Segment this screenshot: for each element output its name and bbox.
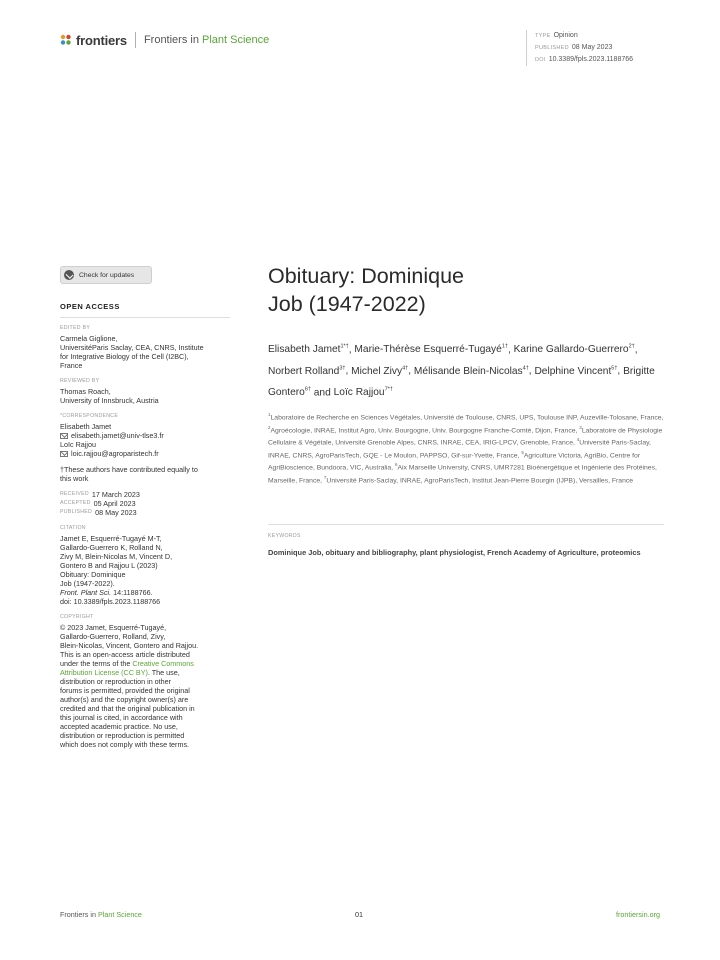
edited-by — [60, 324, 230, 370]
citation-line: Obituary: Dominique — [60, 570, 126, 579]
citation-journal: Front. Plant Sci. — [60, 588, 112, 597]
email-line[interactable] — [60, 449, 230, 458]
email-line[interactable] — [60, 431, 230, 440]
reviewed-by-label: REVIEWED BY — [60, 378, 100, 384]
copyright-text: under the terms of the — [60, 659, 133, 668]
doi-label: DOI — [535, 57, 546, 63]
copyright-line: Gallardo-Guerrero, Rolland, Zivy, — [60, 632, 166, 641]
author-separator: , — [408, 365, 412, 377]
author-name: Michel Zivy — [351, 365, 403, 377]
license-link[interactable]: Attribution License (CC BY) — [60, 668, 148, 677]
author[interactable] — [514, 344, 635, 355]
check-updates-button[interactable] — [60, 266, 152, 284]
affiliation-marker: 5 — [521, 449, 524, 455]
footer-site-link[interactable]: frontiersin.org — [616, 910, 660, 919]
keywords: Dominique Job, obituary and bibliography, plant physiologist, French Academy of Agriculture, proteomics — [268, 547, 641, 557]
frontiers-logo-icon — [60, 34, 72, 46]
edited-by-label: EDITED BY — [60, 325, 91, 331]
citation-journal-line — [60, 588, 230, 597]
copyright-line: This is an open-access article distributed — [60, 650, 190, 659]
copyright-line: author(s) and the copyright owner(s) are — [60, 695, 189, 704]
affiliations — [268, 410, 664, 524]
author[interactable] — [534, 366, 617, 377]
edited-by-line: Carmela Giglione, — [60, 334, 118, 343]
copyright-line: Blein-Nicolas, Vincent, Gontero and Rajjou. — [60, 641, 199, 650]
author-separator: , — [617, 365, 621, 377]
author-affiliation-marker: 5† — [611, 365, 618, 372]
copyright-line: distribution or reproduction is permitted — [60, 731, 185, 740]
correspondence-label: *CORRESPONDENCE — [60, 413, 119, 419]
author-list — [268, 338, 664, 402]
article-sidebar — [60, 266, 230, 756]
author-affiliation-marker: 4† — [522, 365, 529, 372]
author-affiliation-marker: 3† — [339, 365, 346, 372]
citation-doi[interactable]: doi: 10.3389/fpls.2023.1188766 — [60, 597, 161, 606]
check-updates-label: Check for updates — [79, 271, 135, 279]
received-label: RECEIVED — [60, 491, 89, 497]
author-separator: , — [348, 344, 355, 356]
published-date — [535, 42, 633, 54]
copyright-line: © 2023 Jamet, Esquerré-Tugayé, — [60, 623, 167, 632]
article-type — [535, 30, 633, 42]
accepted-label: ACCEPTED — [60, 500, 91, 506]
reviewed-by-line: University of Innsbruck, Austria — [60, 396, 159, 405]
citation-line: Job (1947-2022). — [60, 579, 115, 588]
affiliation-marker: 1 — [268, 412, 271, 418]
author-affiliation-marker: 6† — [304, 386, 311, 393]
equal-contribution-note — [60, 465, 230, 483]
author[interactable] — [354, 344, 508, 355]
logo-divider — [135, 32, 136, 48]
published-row — [60, 508, 230, 517]
copyright — [60, 613, 230, 749]
author-name: Karine Gallardo-Guerrero — [513, 344, 629, 356]
copyright-line: forums is permitted, provided the original — [60, 686, 190, 695]
footer-journal-prefix: Frontiers in — [60, 910, 98, 919]
published-label: PUBLISHED — [535, 45, 569, 51]
affiliation-marker: 6 — [394, 462, 398, 468]
check-updates-icon — [64, 270, 74, 280]
article-title — [268, 262, 664, 318]
corresponding-author: Loïc Rajjou — [60, 440, 96, 449]
author-affiliation-marker: 1*† — [340, 344, 349, 350]
author[interactable] — [414, 366, 529, 377]
copyright-line: this journal is cited, in accordance with — [60, 713, 183, 722]
author-name: Mélisande Blein-Nicolas — [413, 365, 523, 377]
copyright-line: accepted academic practice. No use, — [60, 722, 178, 731]
published-value: 08 May 2023 — [571, 44, 613, 51]
sidebar-published-label: PUBLISHED — [60, 509, 93, 515]
sidebar-published-value: 08 May 2023 — [95, 508, 137, 517]
affiliation-text: Laboratoire de Physiologie Cellulaire & Végétale, Université Grenoble Alpes, CNRS, INRAE, CEA, IRIG-LPCV, Grenoble, France, — [268, 427, 663, 447]
mail-icon — [60, 433, 68, 439]
citation-line: Jamet E, Esquerré-Tugayé M-T, — [60, 534, 162, 543]
note-line: this work — [60, 474, 89, 483]
doi — [535, 54, 633, 66]
affiliation-marker: 3 — [579, 424, 582, 430]
logo-text: frontiers — [76, 32, 127, 48]
copyright-line — [60, 659, 230, 668]
citation-label: CITATION — [60, 525, 86, 531]
affiliation-text: Université Paris-Saclay, INRAE, CNRS, AgroParisTech, GQE - Le Moulon, PAPPSO, Gif-sur-Yvette, France, — [268, 439, 651, 460]
article-main — [268, 262, 664, 558]
citation-line: Gontero B and Rajjou L (2023) — [60, 561, 158, 570]
author[interactable] — [334, 387, 393, 398]
edited-by-line: France — [60, 361, 83, 370]
author-separator: and — [310, 387, 334, 399]
edited-by-line: UniversitéParis Saclay, CEA, CNRS, Institute — [60, 343, 204, 352]
license-link[interactable]: Creative Commons — [132, 659, 194, 668]
copyright-label: COPYRIGHT — [60, 614, 94, 620]
open-access-label: OPEN ACCESS — [60, 302, 230, 318]
type-value: Opinion — [553, 32, 578, 39]
author-separator: , — [528, 365, 535, 377]
affiliation-text: Université Paris-Saclay, INRAE, AgroParisTech, Institut Jean-Pierre Bourgin (IJPB), Versailles, France — [326, 477, 634, 485]
citation — [60, 524, 230, 606]
journal-logo[interactable] — [60, 32, 269, 48]
author-separator: , — [507, 344, 511, 356]
author-name: Loïc Rajjou — [333, 387, 385, 399]
copyright-line — [60, 668, 230, 677]
author-separator: , — [345, 365, 352, 377]
affiliation-text: Agroécologie, INRAE, Institut Agro, Univ. Bourgogne, Univ. Bourgogne Franche-Comté, Dijon, France, — [270, 427, 580, 434]
author-name: Elisabeth Jamet — [268, 344, 341, 356]
author[interactable] — [351, 366, 408, 377]
note-line: †These authors have contributed equally to — [60, 465, 198, 474]
edited-by-line: for Integrative Biology of the Cell (I2BC), — [60, 352, 189, 361]
author-name: Norbert Rolland — [268, 365, 340, 377]
journal-field: Plant Science — [202, 34, 270, 46]
citation-volume: 14:1188766. — [111, 588, 153, 597]
received-row — [60, 490, 230, 499]
journal-prefix: Frontiers in — [143, 34, 203, 46]
copyright-line: credited and that the original publication in — [60, 704, 195, 713]
title-line: Job (1947-2022) — [268, 292, 426, 316]
corresponding-author: Elisabeth Jamet — [60, 422, 112, 431]
received-value: 17 March 2023 — [91, 490, 140, 499]
correspondence — [60, 412, 230, 458]
copyright-line: which does not comply with these terms. — [60, 740, 190, 749]
page-number: 01 — [355, 910, 363, 919]
accepted-row — [60, 499, 230, 508]
author-name: Brigitte Gontero — [268, 365, 655, 399]
affiliation-marker: 7 — [323, 474, 327, 480]
page-header — [60, 30, 660, 70]
keywords-label: KEYWORDS — [268, 532, 301, 539]
article-meta — [526, 30, 633, 66]
author-separator: , — [634, 344, 638, 356]
reviewed-by — [60, 377, 230, 405]
author-affiliation-marker: 7*† — [384, 386, 393, 393]
author-name: Delphine Vincent — [534, 365, 612, 377]
author-name: Marie-Thérèse Esquerré-Tugayé — [354, 344, 502, 356]
citation-line: Zivy M, Blein-Nicolas M, Vincent D, — [60, 552, 173, 561]
author-affiliation-marker: 1† — [501, 344, 508, 350]
affiliation-text: Agriculture Victoria, AgriBio, Centre for AgriBioscience, Bundoora, VIC, Australia, — [268, 452, 641, 472]
article-dates — [60, 490, 230, 517]
type-label: TYPE — [535, 33, 551, 39]
author[interactable] — [268, 366, 345, 377]
affiliation-marker: 2 — [268, 424, 271, 430]
author-affiliation-marker: 2† — [628, 344, 635, 350]
citation-line: Gallardo-Guerrero K, Rolland N, — [60, 543, 163, 552]
mail-icon — [60, 451, 68, 457]
affiliation-text: Laboratoire de Recherche en Sciences Végétales, Université de Toulouse, CNRS, UPS, Toulouse INP, Auzeville-Tolosane, France, — [270, 414, 664, 422]
affiliation-text: Aix Marseille University, CNRS, UMR7281 Bioénergétique et Ingénierie des Protéines, Marseille, France, — [268, 464, 657, 485]
doi-value[interactable]: 10.3389/fpls.2023.1188766 — [548, 56, 634, 63]
author-affiliation-marker: 4† — [402, 365, 409, 372]
reviewed-by-line: Thomas Roach, — [60, 387, 111, 396]
author[interactable] — [268, 344, 349, 355]
copyright-text: . The use, — [147, 668, 180, 677]
accepted-value: 05 April 2023 — [93, 499, 136, 508]
title-line: Obituary: Dominique — [268, 264, 464, 288]
footer-journal-field: Plant Science — [97, 910, 142, 919]
affiliation-marker: 4 — [576, 437, 580, 443]
email-link[interactable]: elisabeth.jamet@univ-tlse3.fr — [71, 431, 164, 440]
email-link[interactable]: loic.rajjou@agroparistech.fr — [71, 449, 159, 458]
footer-journal — [60, 910, 142, 919]
journal-name — [144, 34, 269, 46]
copyright-line: distribution or reproduction in other — [60, 677, 172, 686]
